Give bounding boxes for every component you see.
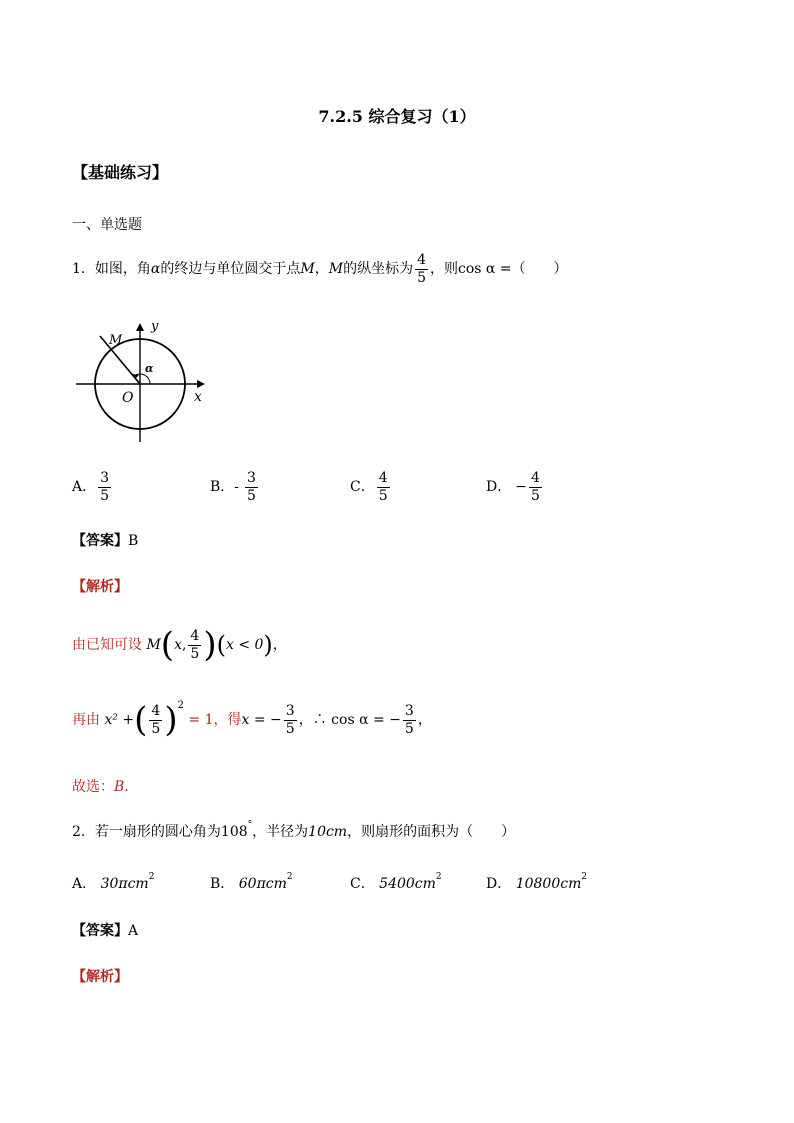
- answer-value: A: [128, 923, 139, 939]
- fraction-numerator: 3: [404, 702, 414, 719]
- q2-text-b: ，半径为: [252, 824, 309, 840]
- label-alpha: α: [145, 362, 154, 375]
- degree-symbol: °: [247, 820, 253, 830]
- answer-label: 【答案】: [72, 533, 128, 549]
- option-label: C．: [350, 479, 375, 496]
- option-label: B．: [210, 479, 235, 496]
- analysis-text: = 1，得: [188, 712, 242, 728]
- paren-left: (: [216, 631, 226, 660]
- fraction-numerator: 3: [100, 470, 110, 486]
- answer-paren: （ ）: [511, 261, 568, 278]
- fraction-denominator: 5: [100, 487, 110, 504]
- q2-option-d[interactable]: [486, 872, 587, 893]
- option-label: D．: [486, 479, 512, 496]
- exponent: 2: [177, 700, 184, 711]
- fraction-numerator: 3: [285, 702, 295, 719]
- option-sign: −: [515, 479, 527, 496]
- fraction-denominator: 5: [285, 720, 295, 737]
- section-heading: 【基础练习】: [72, 163, 169, 182]
- q2-analysis-label: 【解析】: [72, 969, 128, 985]
- analysis-text: ，: [417, 712, 432, 728]
- q1-point-m-2: M: [328, 261, 344, 278]
- analysis-text: ，: [272, 637, 287, 654]
- subsection-heading: 一、单选题: [72, 217, 142, 233]
- fraction-numerator: 3: [247, 470, 256, 486]
- fraction-denominator: 5: [378, 487, 388, 504]
- q2-angle: 108: [220, 824, 248, 840]
- fraction-denominator: 5: [404, 720, 414, 737]
- fraction-numerator: 4: [190, 628, 200, 644]
- q1-option-c[interactable]: [350, 470, 392, 504]
- analysis-text: 故选：: [72, 779, 114, 795]
- fraction-denominator: 5: [247, 487, 256, 504]
- fraction-numerator: 4: [530, 470, 540, 486]
- option-fraction: [377, 470, 390, 504]
- option-value: 10800cm: [515, 876, 582, 892]
- option-label: C．: [350, 876, 375, 892]
- option-value: 60πcm: [238, 876, 287, 892]
- q1-analysis-label: 【解析】: [72, 579, 128, 595]
- fraction: [284, 703, 297, 737]
- q2-radius: 10cm: [308, 824, 348, 840]
- option-label: A．: [72, 876, 97, 892]
- point-m: M: [146, 637, 161, 654]
- condition: x < 0: [225, 637, 264, 654]
- option-sign: -: [234, 479, 240, 496]
- label-x: x: [194, 389, 202, 405]
- q1-text-c: 的纵坐标为: [343, 261, 414, 278]
- paren-left: (: [134, 700, 148, 740]
- q2-text-c: ，则扇形的面积为（ ）: [347, 824, 516, 840]
- exponent: 2: [581, 872, 588, 882]
- question-number: 1．: [72, 261, 95, 278]
- label-o: O: [122, 390, 134, 406]
- q1-text-a: 如图，角: [94, 261, 151, 278]
- q2-option-c[interactable]: [350, 872, 442, 893]
- q1-comma: ，: [314, 261, 329, 278]
- q1-option-a[interactable]: [72, 470, 113, 504]
- q1-option-b[interactable]: [210, 470, 260, 504]
- q1-fraction: [415, 252, 428, 286]
- fraction-denominator: 5: [417, 269, 426, 286]
- expression: x² +: [104, 712, 135, 728]
- var-x: x: [174, 637, 182, 654]
- paren-right: ): [263, 631, 273, 660]
- fraction: [403, 703, 416, 737]
- exponent: 2: [435, 872, 442, 882]
- q1-text-b: 的终边与单位圆交于点: [160, 261, 301, 278]
- option-value: 30πcm: [100, 876, 149, 892]
- fraction-numerator: 4: [378, 470, 388, 486]
- analysis-line-1: [72, 625, 287, 666]
- fraction: [149, 703, 162, 737]
- q1-option-d[interactable]: [486, 470, 544, 504]
- q1-alpha: α: [150, 261, 161, 278]
- exponent: 2: [286, 872, 293, 882]
- option-fraction: [98, 470, 111, 504]
- option-label: B．: [210, 876, 235, 892]
- unit-circle-figure: [74, 316, 214, 448]
- expression: x = −: [241, 712, 282, 728]
- label-y: y: [151, 319, 159, 334]
- q1-answer: [72, 530, 138, 550]
- option-fraction: [245, 470, 258, 504]
- label-m: M: [109, 333, 123, 348]
- q2-option-b[interactable]: [210, 872, 293, 893]
- analysis-line-2: [72, 700, 432, 740]
- comma: ,: [181, 637, 187, 654]
- option-label: A．: [72, 479, 97, 496]
- q2-text-a: 若一扇形的圆心角为: [94, 824, 221, 840]
- x-axis-arrow-icon: [197, 380, 205, 388]
- q1-cos-expr: cos α =: [458, 261, 512, 278]
- option-value: 5400cm: [379, 876, 436, 892]
- question-1: [72, 252, 568, 286]
- fraction-numerator: 4: [151, 702, 161, 719]
- page-title: 7.2.5 综合复习（1）: [318, 107, 476, 126]
- question-2: [72, 820, 515, 841]
- fraction-denominator: 5: [151, 720, 161, 737]
- q1-point-m: M: [300, 261, 315, 278]
- analysis-text: 再由: [72, 712, 100, 728]
- analysis-text: 由已知可设: [72, 637, 142, 654]
- option-label: D．: [486, 876, 512, 892]
- option-fraction: [529, 470, 542, 504]
- answer-choice: B.: [114, 779, 129, 795]
- fraction-denominator: 5: [190, 645, 200, 662]
- question-number: 2．: [72, 824, 95, 840]
- paren-left: (: [160, 625, 175, 666]
- q1-text-d: ，则: [430, 261, 458, 278]
- analysis-line-3: [72, 776, 129, 796]
- paren-right: ): [164, 700, 178, 740]
- fraction-numerator: 4: [417, 252, 426, 268]
- answer-label: 【答案】: [72, 923, 128, 939]
- q2-answer: [72, 920, 138, 940]
- fraction: [188, 628, 201, 662]
- expression: ，∴ cos α = −: [298, 712, 401, 728]
- answer-value: B: [128, 533, 139, 549]
- exponent: 2: [148, 872, 155, 882]
- y-axis-arrow-icon: [136, 323, 144, 331]
- q2-option-a[interactable]: [72, 872, 154, 893]
- paren-right: ): [203, 625, 217, 666]
- fraction-denominator: 5: [530, 487, 540, 504]
